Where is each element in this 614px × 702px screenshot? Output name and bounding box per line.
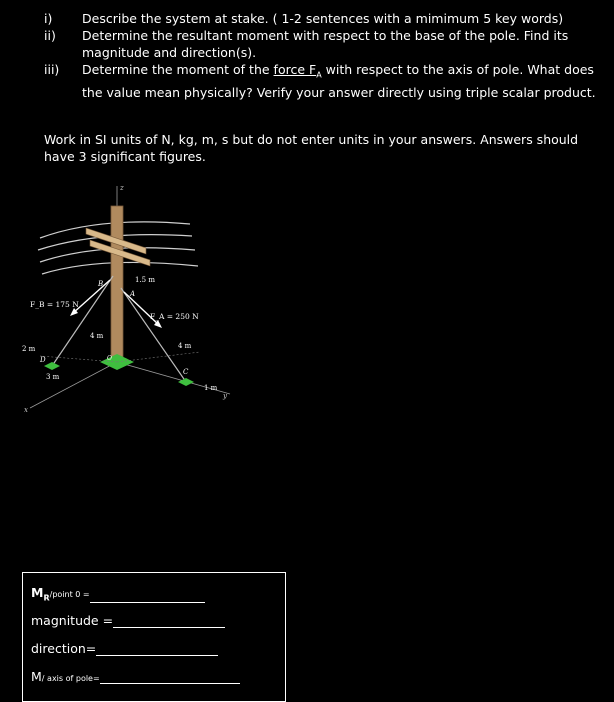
magnitude-answer-field[interactable] xyxy=(113,615,225,628)
force-fa-link[interactable]: force $F_A$ xyxy=(273,62,322,80)
question-text-part: Determine the moment of the xyxy=(82,62,274,77)
answer-row-magnitude xyxy=(31,613,225,628)
question-text-part: with respect to the axis of pole. What does the value mean physically? Verify your answer directly using triple scalar product. xyxy=(82,62,596,100)
answer-box xyxy=(22,572,286,702)
point-d-label: D xyxy=(40,356,46,364)
question-2 xyxy=(44,27,604,61)
dimension-4m-pole: 4 m xyxy=(90,332,104,340)
question-1 xyxy=(44,10,604,27)
point-a-label: A xyxy=(130,290,136,298)
dimension-2m: 2 m xyxy=(22,345,36,353)
m-axis-label: M/ axis of pole= xyxy=(31,669,100,684)
point-o-label: O xyxy=(107,355,112,362)
magnitude-label: magnitude = xyxy=(31,613,114,628)
dimension-1-5m: 1.5 m xyxy=(135,276,155,284)
question-number: ii) xyxy=(44,28,56,43)
direction-answer-field[interactable] xyxy=(96,643,218,656)
dimension-4m-c: 4 m xyxy=(178,342,192,350)
pole xyxy=(111,206,123,364)
dimension-line xyxy=(117,352,200,362)
dimension-1m: 1 m xyxy=(204,384,218,392)
point-b-label: B xyxy=(98,280,104,288)
point-c-label: C xyxy=(183,368,189,376)
question-text: Determine the resultant moment with respect to the base of the pole. Find its magnitude and direction(s). xyxy=(82,28,569,60)
m-axis-answer-field[interactable] xyxy=(100,671,240,684)
answer-row-direction xyxy=(31,641,218,656)
question-3 xyxy=(44,61,604,101)
cable-bd xyxy=(52,276,113,366)
question-text: Describe the system at stake. ( 1-2 sentences with a mimimum 5 key words) xyxy=(82,11,564,26)
y-axis-label: y xyxy=(223,392,227,400)
question-list xyxy=(44,10,604,101)
x-axis xyxy=(30,362,117,408)
question-number: iii) xyxy=(44,62,60,77)
question-text xyxy=(82,61,604,101)
z-axis-label: z xyxy=(120,184,124,192)
force-fa-label: F_A = 250 N xyxy=(150,312,199,321)
dimension-3m: 3 m xyxy=(46,373,60,381)
instructions: Work in SI units of N, kg, m, s but do not enter units in your answers. Answers should have 3 significant figures. xyxy=(44,132,579,164)
anchor-d xyxy=(44,362,60,370)
mr-label: $M_R$/point 0 = xyxy=(31,585,90,603)
mr-answer-field[interactable] xyxy=(90,590,205,603)
force-fb-label: F_B = 175 N xyxy=(30,300,79,309)
answer-row-mr xyxy=(31,585,205,603)
question-number: i) xyxy=(44,11,53,26)
answer-row-m-axis xyxy=(31,669,240,684)
x-axis-label: x xyxy=(24,406,28,414)
anchor-c xyxy=(178,378,194,386)
direction-label: direction= xyxy=(31,641,97,656)
utility-pole-figure xyxy=(0,176,240,426)
cable-ac xyxy=(121,288,186,382)
